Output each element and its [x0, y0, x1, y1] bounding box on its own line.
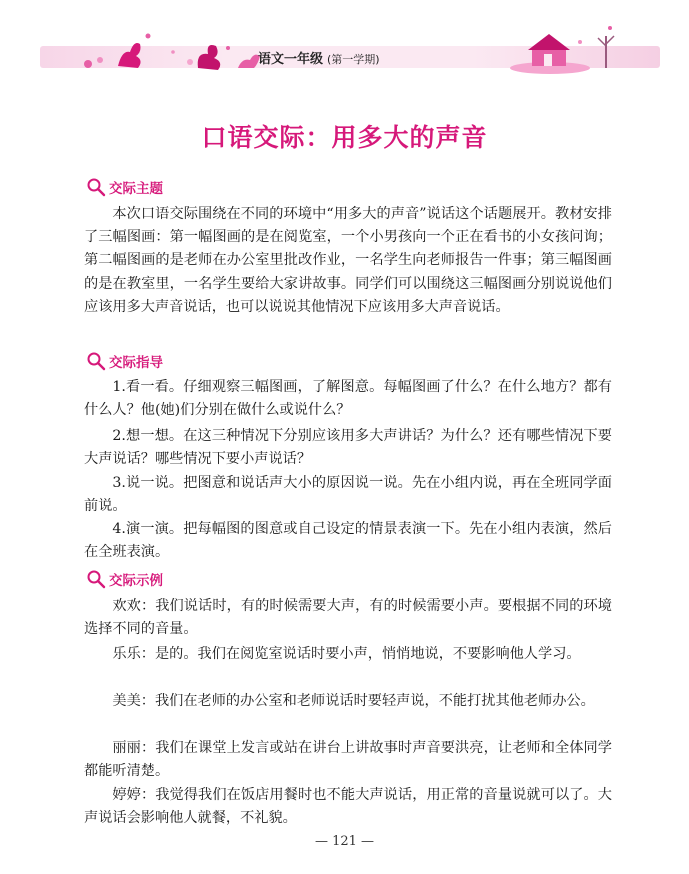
section-heading-label: 交际主题 [109, 181, 163, 197]
example-dialogue-5: 婷婷：我觉得我们在饭店用餐时也不能大声说话，用正常的音量说就可以了。大声说话会影响他人就餐，不礼貌。 [84, 787, 612, 827]
section-heading-label: 交际指导 [109, 355, 163, 371]
example-dialogue-4: 丽丽：我们在课堂上发言或站在讲台上讲故事时声音要洪亮，让老师和全体同学都能听清楚。 [84, 740, 612, 780]
section-heading-label: 交际示例 [109, 573, 163, 589]
magnifier-icon [86, 177, 106, 197]
section-heading-example [86, 568, 163, 590]
example-dialogue-2: 乐乐：是的。我们在阅览室说话时要小声，悄悄地说，不要影响他人学习。 [112, 646, 581, 662]
page-title: 口语交际：用多大的声音 [201, 123, 488, 152]
topic-paragraph: 本次口语交际围绕在不同的环境中“用多大的声音”说话这个话题展开。教材安排了三幅图画：第一幅图画的是在阅览室，一个小男孩向一个正在看书的小女孩问询；第二幅图画的是老师在办公室里批改作业，一名学生向老师报告一件事；第三幅图画的是在教室里，一名学生要给大家讲故事。同学们可以围绕这三幅图画分别说说他们应该用多大声音说话，也可以说说其他情况下应该用多大声音说话。 [84, 206, 612, 315]
section-heading-topic [86, 176, 163, 198]
guide-item-4: 4.演一演。把每幅图的图意或自己设定的情景表演一下。先在小组内表演，然后在全班表演。 [84, 521, 612, 561]
example-dialogue-3: 美美：我们在老师的办公室和老师说话时要轻声说，不能打扰其他老师办公。 [112, 693, 595, 709]
magnifier-icon [86, 569, 106, 589]
guide-item-1: 1.看一看。仔细观察三幅图画，了解图意。每幅图画了什么？在什么地方？都有什么人？他(她)们分别在做什么或说什么？ [84, 379, 612, 419]
house-decoration-icon [510, 22, 630, 74]
example-dialogue-1: 欢欢：我们说话时，有的时候需要大声，有的时候需要小声。要根据不同的环境选择不同的音量。 [84, 598, 612, 638]
book-title [258, 48, 380, 67]
magnifier-icon [86, 351, 106, 371]
page-number: — 121 — [314, 834, 375, 849]
guide-item-2: 2.想一想。在这三种情况下分别应该用多大声讲话？为什么？还有哪些情况下要大声说话？哪些情况下要小声说话？ [84, 428, 612, 468]
guide-item-3: 3.说一说。把图意和说话声大小的原因说一说。先在小组内说，再在全班同学面前说。 [84, 475, 612, 515]
bunny-decoration-icon [78, 22, 278, 72]
book-title-main: 语文一年级 [258, 52, 324, 67]
section-heading-guide [86, 350, 163, 372]
book-title-sub: (第一学期) [327, 53, 380, 66]
page-header [40, 22, 660, 72]
